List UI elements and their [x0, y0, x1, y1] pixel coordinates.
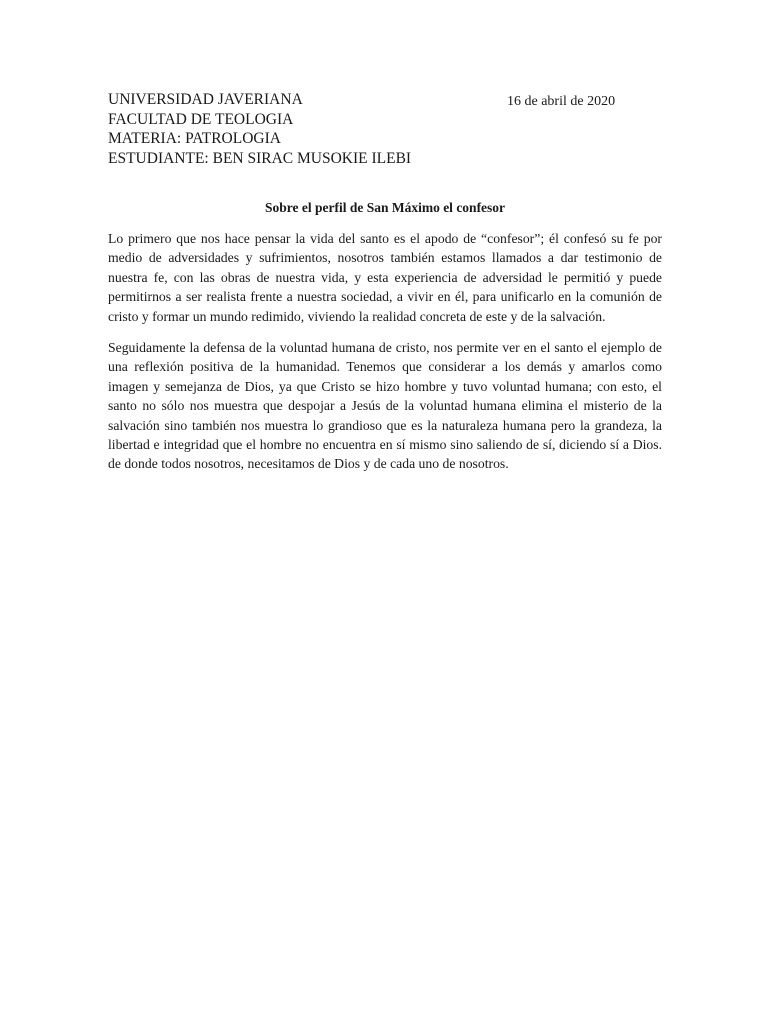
document-date: 16 de abril de 2020 — [507, 94, 616, 109]
university-name: UNIVERSIDAD JAVERIANA — [108, 91, 303, 108]
paragraph-2: Seguidamente la defensa de la voluntad humana de cristo, nos permite ver en el santo el ejemplo de una reflexión positiva de la humanidad. Tenemos que considerar a los demás y amarlos como imagen y semejanza de Dios, ya que Cristo se hizo hombre y tuvo voluntad humana; con esto, el santo no sólo nos muestra que despojar a Jesús de la voluntad humana elimina el misterio de la salvación sino también nos muestra lo grandioso que es la naturaleza humana pero la grandeza, la libertad e integridad que el hombre no encuentra en sí mismo sino saliendo de sí, diciendo sí a Dios. de donde todos nosotros, necesitamos de Dios y de cada uno de nosotros. — [108, 340, 662, 472]
document-body — [108, 229, 662, 486]
paragraph-1: Lo primero que nos hace pensar la vida del santo es el apodo de “confesor”; él confesó su fe por medio de adversidades y sufrimientos, nosotros también estamos llamados a dar testimonio de nuestra fe, con las obras de nuestra vida, y esta experiencia de adversidad le permitió y puede permitirnos a ser realista frente a nuestra sociedad, a vivir en él, para unificarlo en la comunión de cristo y formar un mundo redimido, viviendo la realidad concreta de este y de la salvación. — [108, 231, 662, 324]
faculty-name: FACULTAD DE TEOLOGIA — [108, 110, 294, 128]
document-title: Sobre el perfil de San Máximo el confesor — [264, 200, 506, 215]
subject-line: MATERIA: PATROLOGIA — [108, 130, 281, 148]
student-line: ESTUDIANTE: BEN SIRAC MUSOKIE ILEBI — [108, 149, 412, 167]
